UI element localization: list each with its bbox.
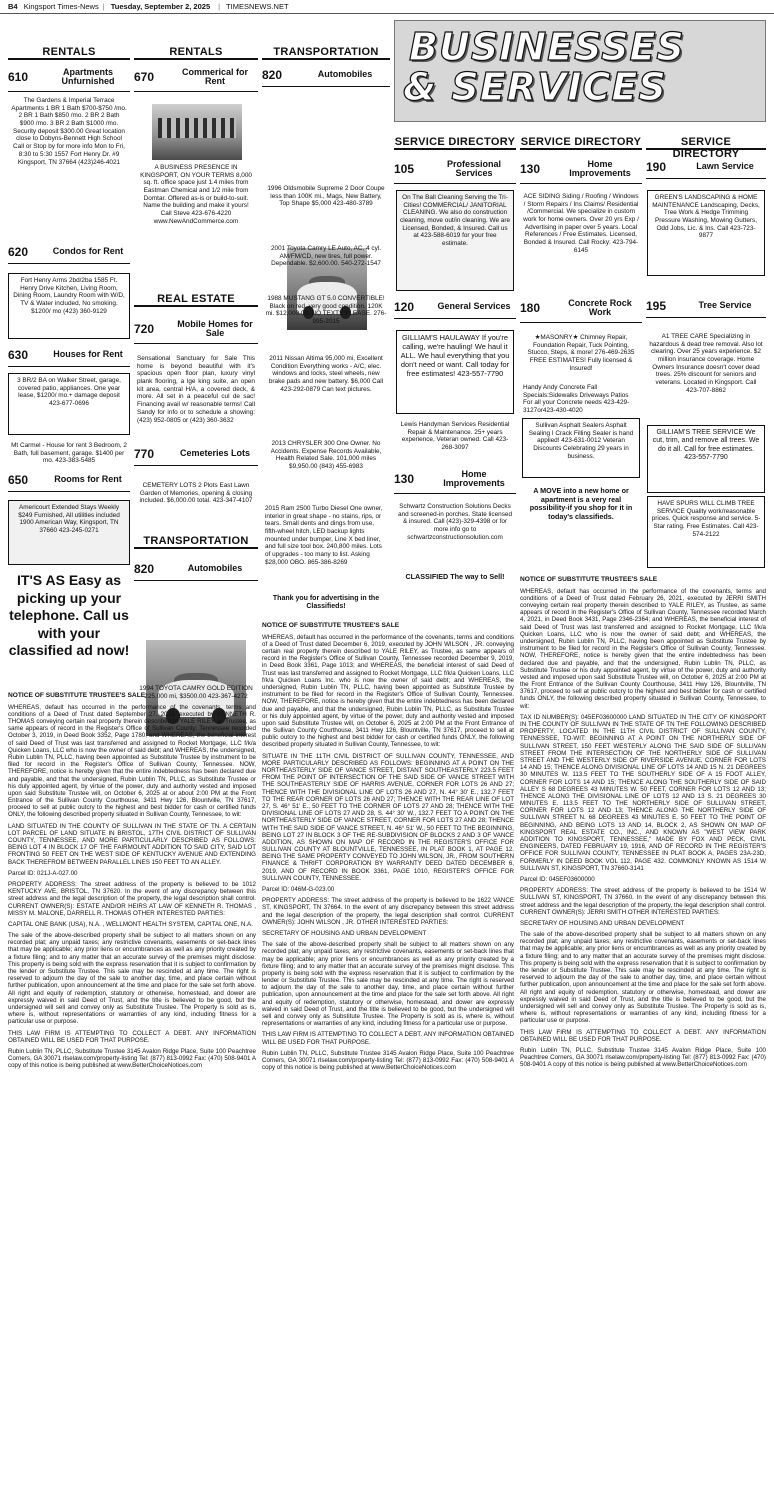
ad-have-spurs-will-climb: HAVE SPURS WILL CLIMB TREE SERVICE Quality work/reasonable prices. Quick response and service. 5-Star rating. Free Estimates. Call 423-574-2122 — [647, 496, 765, 568]
category-name: Commerical for Rent — [181, 67, 249, 87]
category-name: Mobile Homes for Sale — [177, 319, 253, 339]
category-name: General Services — [437, 301, 511, 312]
ad-lewis-handyman: Lewis Handyman Services Residential Repair & Maintenance. 25+ years experience, Veteran owned. Call 423-268-3097 — [400, 421, 510, 452]
section-service-directory-3: SERVICE DIRECTORY — [646, 136, 766, 150]
notice-trustee-contact: Rubin Lublin TN, PLLC, Substitute Trustee 3145 Avalon Ridge Place, Suite 100 Peachtree Corners, GA 30071 rlselaw.com/property-listing Tel: (877) 813-0992 Fax: (470) 508-9401 A copy of this notice is being published at www.BetterChoiceNotices.com — [8, 1047, 256, 1070]
issue-date: Tuesday, September 2, 2025 — [110, 2, 211, 11]
category-number: 770 — [134, 447, 155, 461]
notice-sale-terms: The sale of the above-described property shall be subject to all matters shown on any recorded plat; any unpaid taxes; any restrictive covenants, easements or set-back lines that may be applicable; any prior liens or encumbrances as well as any priority created by a fixture filing; and to any matter that an accurate survey of the premises might disclose. This property is being sold with the express reservation that it is subject to confirmation by the lender or Substitute Trustee. This sale may be rescinded at any time. The right is reserved to adjourn the day of the sale to another day, time, and place certain without further publication, upon announcement at the time and place for the sale set forth above. All right and equity of redemption, statutory or otherwise, homestead, and dower are expressly waived in said Deed of Trust, and the title is believed to be good, but the undersigned will sell and convey only as Substitute Trustee. The Property is sold as is, where is, without representations or warranties of any kind, including fitness for a particular use or purpose. — [520, 931, 766, 1025]
ad-ace-siding: ACE SIDING Siding / Roofing / Windows / Storm Repairs / Ins Claims/ Residential /Commercial. We specialize in custom work for home owners. Over 20 yrs Exp / Advertising in paper over 5 years. Local References / Free Estimates. Licensed, Bonded & Insured. Call Rocky: 423-794-6145 — [523, 193, 639, 254]
category-name: Rooms for Rent — [54, 474, 122, 485]
notice-parcel-id: Parcel ID: 046M-G-023.00 — [262, 886, 335, 894]
category-number: 620 — [8, 245, 29, 259]
category-number: 820 — [134, 562, 155, 576]
notice-legal-description: TAX ID NUMBER(S): 045EF03600000 LAND SITUATED IN THE CITY OF KINGSPORT IN THE COUNTY OF SULLIVAN IN THE STATE OF TN THE FOLLOWING DESCRIBED PROPERTY, LOCATED IN THE 11TH CIVIL DISTRICT OF SULLIVAN COUNTY, TENNESSEE, TO-WIT: BEGINNING AT A POINT ON THE NORTHERLY SIDE OF SULLIVAN STREET, 150 FEET WESTERLY ALONG THE SAID SIDE OF SULLIVAN STREET FROM THE INTERSECTION OF THE NORTHERLY SIDE OF SULLIVAN STREET AND THE WESTERLY SIDE OF RIVERSIDE AVENUE, CORNER FOR LOTS 14 AND 15; THENCE ALONG DIVISIONAL LINE OF LOTS 14 AND 15 N. 21 DEGREES 30 MINUTES W. 113.5 FEET TO THE SOUTHERLY SIDE OF A 15 FOOT ALLEY, CORNER FOR LOTS 14 AND 15; THENCE ALONG THE SOUTHERLY SIDE OF SAID ALLEY S 68 DEGREES 43 MINUTES W. 50 FEET, CORNER FOR LOTS 12 AND 13; THENCE ALONG THE DIVISIONAL LINE OF LOTS 12 AND 13 S. 21 DEGREES 30 MINUTES E. 113.5 FEET TO THE NORTHERLY SIDE OF SULLIVAN STREET, CORNER FOR LOTS 12 AND 13; THENCE ALONG THE NORTHERLY SIDE OF SULLIVAN STREET N. 68 DEGREES 43 MINUTES E. 50 FEET TO THE POINT OF BEGINNING, AND BEING LOTS 13 AND 14, BLOCK 2, AS SHOWN ON MAP OF KINGSPORT REAL ESTATE CO., INC., AND KNOWN AS "WEST VIEW PARK ADDITION TO KINGSPORT, TENNESSEE," MADE BY FOX AND PECK, CIVIL ENGINEERS, DATED FEBRUARY 19, 1916, AND OF RECORD IN THE REGISTER'S OFFICE FOR SULLIVAN COUNTY, TENNESSEE IN PLAT BOOK A, PAGES 23A-23D, FORMERLY IN DEED BOOK VOL 112, PAGE 432. COMMONLY KNOWN AS 1514 W SULLIVAN ST, KINGSPORT, TN 37660-3141 — [520, 713, 766, 872]
ad-walker-street-house: 3 BR/2 BA on Walker Street, garage, covered patio, appliances. One year lease, $1200/ mo.+ damage deposit 423-677-0696 — [8, 373, 130, 435]
move-in-callout: A MOVE into a new home or apartment is a very real possibility-if you shop for it in today's classifieds. — [529, 486, 633, 521]
ad-greens-landscaping: GREEN'S LANDSCAPING & HOME MAINTENANCE Landscaping, Decks, Tree Work & Hedge Trimming Pressure Washing, Mowing Gutters, Odd Jobs, Lic. & Ins. Call 423-723-9877 — [647, 190, 765, 276]
notice-trustee-contact: Rubin Lublin TN, PLLC, Substitute Trustee 3145 Avalon Ridge Place, Suite 100 Peachtree Corners, GA 30071 rlselaw.com/property-listing Tel: (877) 813-0992 Fax: (470) 508-9401 A copy of this notice is being published at www.BetterChoiceNotices.com — [520, 1046, 766, 1069]
category-name: Condos for Rent — [52, 246, 124, 257]
category-number: 820 — [262, 68, 283, 82]
notice-parcel-id: Parcel ID: 021J-A-027.00 — [8, 869, 78, 877]
category-name: Lawn Service — [696, 161, 754, 172]
category-number: 720 — [134, 322, 155, 337]
category-number: 180 — [520, 301, 541, 316]
ad-on-the-ball-cleaning: On The Ball Cleaning Serving the Tri-Cities! COMMERCIAL/ JANITORIAL CLEANING. We also do construction cleaning, move out/in cleaning. We are Licensed, Bonded, & Insured. Call us at 423-588-6019 for your free estimate. — [396, 190, 514, 291]
category-number: 190 — [646, 160, 667, 174]
notice-legal-description: LAND SITUATED IN THE COUNTY OF SULLIVAN IN THE STATE OF TN. A CERTAIN LOT PARCEL OF LAND SITUATE IN BRISTOL, 17TH CIVIL DISTRICT OF SULLIVAN COUNTY, TENNESSEE, AND MORE PARTICULARLY DESCRIBED AS FOLLOWS: BEING LOT 4 IN BLOCK 17 OF THE FAIRMOUNT ADDITION TO SAID CITY, SAID LOT FRONTING 50 FEET ON THE WEST SIDE OF KENTUCKY AVENUE AND EXTENDING BACK THEREFROM BETWEEN PARALLEL LINES 150 FEET TO AN ALLEY. — [8, 822, 256, 866]
category-number: 650 — [8, 473, 29, 487]
notice-property-address: PROPERTY ADDRESS: The street address of the property is believed to be 1012 KENTUCKY AVE, BRISTOL, TN 37620. In the event of any discrepancy between this street address and the legal description of the property, the legal description shall control. CURRENT OWNER(S): ESTATE AND/OR HEIRS AT LAW OF KENNETH R. THOMAS , MISSY M. MALONE, DARRELL R. THOMAS OTHER INTERESTED PARTIES: — [8, 880, 256, 917]
legal-notice-wilson — [262, 620, 514, 1075]
notice-title: NOTICE OF SUBSTITUTE TRUSTEE'S SALE — [262, 622, 400, 629]
section-rentals-2: RENTALS — [134, 46, 258, 60]
legal-notice-smith — [520, 574, 766, 1072]
ad-1994-camry: 1994 TOYOTA CAMRY GOLD EDITION 225,000 mi, $3500.00 423-367-4272 — [139, 685, 253, 700]
ad-mt-carmel-house: Mt Carmel - House for rent 3 Bedroom, 2 Bath, full basement, garage. $1400 per mo. 423-383-5485 — [11, 442, 127, 465]
section-rentals: RENTALS — [8, 46, 130, 60]
notice-trustee-contact: Rubin Lublin TN, PLLC, Substitute Trustee 3145 Avalon Ridge Place, Suite 100 Peachtree Corners, GA 30071 rlselaw.com/property-listing Tel: (877) 813-0992 Fax: (470) 508-9401 A copy of this notice is being published at www.BetterChoiceNotices.com — [262, 1049, 514, 1072]
section-real-estate: REAL ESTATE — [134, 293, 258, 307]
notice-legal-description: SITUATE IN THE 11TH CIVIL DISTRICT OF SULLIVAN COUNTY, TENNESSEE, AND MORE PARTICULARLY DESCRIBED AS FOLLOWS: BEGINNING AT A POINT ON THE NORTHEASTERLY SIDE OF VANCE STREET, DISTANT SOUTHEASTERLY 223.5 FEET FROM THE POINT OF INTERSECTION OF THE SAID SIDE OF VANCE STREET WITH THE SOUTHEASTERLY SIDE OF HARRIS AVENUE, CORNER FOR LOTS 26 AND 27; THENCE WITH THE DIVISIONAL LINE OF LOTS 26 AND 27, N. 44° 30' E., 132.7 FEET TO THE REAR CORNER OF LOTS 26 AND 27; THENCE WITH THE REAR LINE OF LOT 27, S. 46° 51' E., 50 FEET TO THE CORNER OF LOTS 27 AND 28; THENCE WITH THE DIVISIONAL LINE OF LOTS 27 AND 28, S. 44° 30' W., 132.7 FEET TO A POINT ON THE NORTHEASTERLY SIDE OF VANCE STREET, CORNER FOR LOTS 27 AND 28; THENCE WITH THE SAID SIDE OF VANCE STREET, N. 46° 51' W., 50 FEET TO THE BEGINNING, BEING LOT 27 IN BLOCK 3 OF THE RE-SUBDIVISION OF BLOCKS 2 AND 3 OF VANCE ADDITION, AS SHOWN ON MAP OF RECORD IN THE REGISTER'S OFFICE FOR SULLIVAN COUNTY AT BLOUNTVILLE, TENNESSEE, IN PLAT BOOK 1, AT PAGE 12. BEING THE SAME PROPERTY CONVEYED TO JOHN WILSON, JR., FROM SOUTHERN FINANCE & THRIFT CORPORATION BY WARRANTY DEED DATED DECEMBER 6, 2019, AND OF RECORD IN BOOK 3361, PAGE 1010, REGISTER'S OFFICE FOR SULLIVAN COUNTY, TENNESSEE. — [262, 752, 514, 882]
ad-cemetery-lots: CEMETERY LOTS 2 Plots East Lawn Garden of Memories, opening & closing included. $6,000.00 total. 423-347-4107 — [139, 482, 253, 505]
legal-notice-thomas — [8, 690, 256, 1073]
category-number: 670 — [134, 70, 155, 85]
category-name: Concrete Rock Work — [568, 298, 632, 318]
category-name: Automobiles — [187, 563, 243, 574]
ad-a1-tree-care: A1 TREE CARE Specializing in hazardous & dead tree removal. Also lot clearing. Over 25 years experience. $2 million insurance coverage. Home Owners Insurance doesn't cover dead trees. 25% discount for seniors and veterans. Located in Kingsport. Call 423-707-8862 — [649, 333, 763, 394]
category-name: Apartments Unfurnished — [61, 67, 115, 87]
category-820-b — [262, 66, 390, 87]
category-130-b — [520, 158, 642, 184]
category-130 — [394, 468, 516, 494]
page-header: B4 Kingsport Times-News | Tuesday, September 2, 2025 | TIMESNEWS.NET — [0, 0, 774, 14]
category-number: 630 — [8, 348, 29, 362]
ad-handy-andy-concrete: Handy Andy Concrete Fall Specials:Sidewalks Driveways Patios For all your Concrete needs 423-429-3127or423-430-4020 — [523, 384, 630, 415]
category-number: 195 — [646, 299, 667, 313]
notice-debt-collection: THIS LAW FIRM IS ATTEMPTING TO COLLECT A DEBT. ANY INFORMATION OBTAINED WILL BE USED FOR THAT PURPOSE. — [8, 1029, 256, 1044]
notice-parcel-id: Parcel ID: 045EF03600000 — [520, 875, 595, 883]
section-transportation: TRANSPORTATION — [134, 535, 258, 549]
category-number: 130 — [394, 472, 415, 487]
ad-sensational-sanctuary: Sensational Sanctuary for Sale This home is beyond beautiful with it's spacious open floor plan, luxury vinyl plank flooring, a lge king suite, an open kit area, central H/A, a covered deck, & more. All set in a peaceful cul de sac! Financing avail w/ reasonable terms! Call Sandy for info or to schedule a showing: (423) 952-0805 or (423) 360-3632 — [137, 355, 255, 424]
section-transportation-2: TRANSPORTATION — [262, 46, 390, 60]
ad-sullivan-asphalt: Sullivan Asphalt Sealers Asphalt Sealing I Crack Filling Sealer is hand applied! 423-631-0012 Veteran Discounts Celebrating 29 years in business. — [522, 418, 640, 478]
section-service-directory-2: SERVICE DIRECTORY — [520, 136, 642, 148]
page-number: B4 — [8, 2, 18, 11]
category-820 — [134, 560, 258, 581]
ad-chrysler-300: 2013 CHRYSLER 300 One Owner. No Accidents. Expense Records Available, Health Related Sale. 101,000 miles $9,950.00 (843) 455-6983 — [270, 440, 382, 471]
notice-interested-parties: CAPITAL ONE BANK (USA), N.A. , WELLMONT HEALTH SYSTEM, CAPITAL ONE, N.A. — [8, 920, 253, 928]
category-name: Professional Services — [446, 159, 502, 179]
ad-ram-2500: 2015 Ram 2500 Turbo Diesel One owner, interior in great shape - no stains, rips, or tears. Small dents and dings from use, fifth-wheel hitch, LED backup lights mounted under bumper, Line X bed liner, and full size tool box. 240,800 miles. Lots of upgrades - too many to list. Asking $28,000 OBO. 865-386-8269 — [265, 505, 383, 566]
notice-interested-parties: SECRETARY OF HOUSING AND URBAN DEVELOPMENT — [262, 929, 427, 937]
ad-gilliams-tree-service: GILLIAM'S TREE SERVICE We cut, trim, and remove all trees. We do it all. Call for free estimates. 423-557-7790 — [647, 425, 765, 493]
category-670 — [134, 66, 258, 92]
notice-title: NOTICE OF SUBSTITUTE TRUSTEE'S SALE — [8, 692, 146, 699]
ad-gardens-apartments: The Gardens & Imperial Terrace Apartments 1 BR 1 Bath $700-$750 /mo. 2 BR 1 Bath $850 /mo. 2 BR 2 Bath $900 /mo. 3 BR 2 Bath $1000 /mo. Security deposit $300.00 Great location close to Dobyns-Bennett High School Call or Stop by for more info Mon to Fri, 8:30 to 5:30 1557 Fort Henry Dr. #9 Kingsport, TN 37664 (423)246-4021 — [11, 97, 127, 166]
ad-nissan-altima: 2011 Nissan Altima 95,000 mi, Excellent Condition Everything works - A/C, elec. windows and locks, steel wheels, new brake pads and new battery. $6,000 Call 423-292-0879 Can text pictures. — [268, 355, 384, 393]
category-770 — [134, 445, 258, 466]
notice-sale-terms: The sale of the above-described property shall be subject to all matters shown on any recorded plat; any unpaid taxes; any restrictive covenants, easements or set-back lines that may be applicable; any prior liens or encumbrances as well as any priority created by a fixture filing; and to any matter that an accurate survey of the premises might disclose. This property is being sold with the express reservation that it is subject to confirmation by the lender or Substitute Trustee. This sale may be rescinded at any time. The right is reserved to adjourn the day of the sale to another day, time, and place certain without further publication, upon announcement at the time and place for the sale set forth above. All right and equity of redemption, statutory or otherwise, homestead, and dower are expressly waived in said Deed of Trust, and the title is believed to be good, but the undersigned will sell and convey only as Substitute Trustee. The Property is sold as is, where is, without representations or warranties of any kind, including fitness for a particular use or purpose. — [262, 941, 514, 1028]
notice-paragraph: WHEREAS, default has occurred in the performance of the covenants, terms and conditions of a Deed of Trust dated December 6, 2019, executed by JOHN WILSON , JR. conveying certain real property therein described to YALE RILEY, as Trustee, as same appears of record in the Register's Office of Sullivan County, Tennessee recorded December 9, 2019, in Deed Book 3361, Page 1013; and WHEREAS, the beneficial interest of said Deed of Trust was last transferred and assigned to Rocket Mortgage, LLC f/k/a Quicken Loans, LLC f/k/a Quicken Loans Inc. who is now the owner of said debt; and WHEREAS, the undersigned, Rubin Lublin TN, PLLC, having been appointed as Substitute Trustee by instrument to be filed for record in the Register's Office of Sullivan County, Tennessee. NOW, THEREFORE, notice is hereby given that the entire indebtedness has been declared due and payable, and that the undersigned, Rubin Lublin TN, PLLC, as Substitute Trustee or his duly appointed agent, by virtue of the power, duty and authority vested and imposed upon said Substitute Trustee will, on October 6, 2025 at 2:00 PM at the Front Entrance of the Sullivan County Courthouse, 3411 Hwy 126, Blountville, TN 37617, proceed to sell at public outcry to the highest and best bidder for cash or certified funds ONLY, the following described property situated in Sullivan County, Tennessee, to wit: — [262, 633, 514, 749]
ad-schwartz-construction: Schwartz Construction Solutions Decks and screened-in porches. State licensed & insured. Call (423)-329-4398 or for more info go to schwartzconstructionsolution.com — [397, 503, 513, 541]
ad-fort-henry-arms: Fort Henry Arms 2bd/2ba 1585 Ft. Henry Drive Kitchen, Living Room, Dining Room, Laundry Room with W/D, TV & Water included, No smoking. $1200/ mo (423) 360-9129 — [8, 273, 130, 339]
category-name: Houses for Rent — [53, 349, 123, 360]
category-190 — [646, 158, 766, 179]
category-720 — [134, 318, 258, 344]
category-610 — [8, 66, 130, 92]
notice-title: NOTICE OF SUBSTITUTE TRUSTEE'S SALE — [520, 576, 658, 583]
ad-gilliams-haulaway: GILLIAM'S HAULAWAY If you're calling, we're hauling! We haul it ALL. We haul everything that you don't need or want. Call today for free estimates! 423-557-7790 — [396, 330, 514, 414]
category-number: 130 — [520, 162, 541, 177]
category-name: Tree Service — [698, 300, 752, 311]
office-building-photo — [152, 104, 242, 160]
ad-americourt: Americourt Extended Stays Weekly $249 Furnished, All utilities included 1900 American Way, Kingsport, TN 37660 423-245-0271 — [8, 500, 130, 565]
banner-line-1: BUSINESSES — [409, 25, 685, 69]
notice-property-address: PROPERTY ADDRESS: The street address of the property is believed to be 1514 W SULLIVAN ST, KINGSPORT, TN 37660. In the event of any discrepancy between this street address and the legal description of the property, the legal description shall control. CURRENT OWNER(S): JERRI SMITH OTHER INTERESTED PARTIES: — [520, 887, 766, 916]
businesses-services-banner — [394, 20, 766, 122]
notice-debt-collection: THIS LAW FIRM IS ATTEMPTING TO COLLECT A DEBT. ANY INFORMATION OBTAINED WILL BE USED FOR THAT PURPOSE. — [262, 1031, 514, 1046]
category-name: Home Improvements — [569, 159, 631, 179]
category-name: Home Improvements — [443, 469, 505, 489]
ad-2001-camry: 2001 Toyota Camry LE Auto, AC, 4 cyl. AM/FM/CD, new tires, full power. Dependable. $2,600.00. 540-272-1547 — [271, 245, 381, 268]
category-105 — [394, 158, 516, 184]
easy-callout: IT'S AS Easy as picking up your telephone. Call us with your classified ad now! — [8, 572, 130, 658]
notice-sale-terms: The sale of the above-described property shall be subject to all matters shown on any recorded plat; any unpaid taxes; any restrictive covenants, easements or set-back lines that may be applicable; any prior liens or encumbrances as well as any priority created by a fixture filing; and to any matter that an accurate survey of the premises might disclose. This property is being sold with the express reservation that it is subject to confirmation by the lender or Substitute Trustee. This sale may be rescinded at any time. The right is reserved to adjourn the day of the sale to another day, time, and place certain without further publication, upon announcement at the time and place for the sale set forth above. All right and equity of redemption, statutory or otherwise, homestead, and dower are expressly waived in said Deed of Trust, and the title is believed to be good, but the undersigned will sell and convey only as Substitute Trustee. The Property is sold as is, where is, without representations or warranties of any kind, including fitness for a particular use or purpose. — [8, 932, 256, 1026]
category-number: 105 — [394, 162, 415, 177]
classified-slogan: CLASSIFIED The way to Sell! — [405, 572, 505, 581]
category-number: 610 — [8, 70, 29, 85]
category-number: 120 — [394, 300, 415, 314]
notice-paragraph: WHEREAS, default has occurred in the performance of the covenants, terms and conditions of a Deed of Trust dated February 26, 2021, executed by JERRI SMITH conveying certain real property therein described to YALE RILEY, as Trustee, as same appears of record in the Register's Office of Sullivan County, Tennessee recorded March 4, 2021, in Deed Book 3431, Page 2346-2364; and WHEREAS, the beneficial interest of said Deed of Trust was last transferred and assigned to Rocket Mortgage, LLC f/k/a Quicken Loans, LLC who is now the owner of said debt; and WHEREAS, the undersigned, Rubin Lublin TN, PLLC, having been appointed as Substitute Trustee by instrument to be filed for record in the Register's Office of Sullivan County, Tennessee. NOW, THEREFORE, notice is hereby given that the entire indebtedness has been declared due and payable, and that the undersigned, Rubin Lublin TN, PLLC, as Substitute Trustee or his duly appointed agent, by virtue of the power, duty and authority vested and imposed upon said Substitute Trustee will, on October 6, 2025 at 2:00 PM at the Front Entrance of the Sullivan County Courthouse, 3411 Hwy 126, Blountville, TN 37617, proceed to sell at public outcry to the highest and best bidder for cash or certified funds ONLY, the following described property situated in Sullivan County, Tennessee, to wit: — [520, 587, 766, 710]
ad-business-presence: A BUSINESS PRESENCE IN KINGSPORT, ON YOUR TERMS 8,000 sq. ft. office space just 1.4 miles from Eastman Chemical and 1/2 mile from Domtar. Offered as-is or build-to-suit. Name the building and make it yours! Call Steve 423-676-4220 www.NewAndCommerce.com — [140, 164, 252, 225]
notice-property-address: PROPERTY ADDRESS: The street address of the property is believed to be 1622 VANCE ST, KINGSPORT, TN 37664. In the event of any discrepancy between this street address and the legal description of the property, the legal description shall control. CURRENT OWNER(S): JOHN WILSON , JR. OTHER INTERESTED PARTIES: — [262, 897, 514, 926]
ad-masonry: ★MASONRY★ Chimney Repair, Foundation Repair, Tuck Pointing, Stucco, Steps, & more! 276-469-2635 FREE ESTIMATES! Fully licensed & Insured! — [527, 334, 635, 372]
category-180 — [520, 297, 642, 323]
category-195 — [646, 297, 766, 318]
category-630 — [8, 346, 130, 367]
category-650 — [8, 471, 130, 492]
notice-interested-parties: SECRETARY OF HOUSING AND URBAN DEVELOPMENT — [520, 919, 685, 927]
paper-name: Kingsport Times-News — [23, 2, 99, 11]
ad-mustang: 1988 MUSTANG GT 5.0 CONVERTIBLE! Black on red, very good condition. 120K mi. $12,000.00. NO TEXTS PLEASE. 276-995-2015 — [265, 295, 387, 326]
site-name: TIMESNEWS.NET — [226, 2, 289, 11]
category-name: Cemeteries Lots — [179, 448, 251, 459]
section-service-directory-1: SERVICE DIRECTORY — [394, 136, 516, 148]
ad-oldsmobile: 1996 Oldsmobile Supreme 2 Door Coupe less than 100K mi., Mags, New Battery, Top Shape $5,000 423-480-3789 — [267, 185, 385, 208]
notice-debt-collection: THIS LAW FIRM IS ATTEMPTING TO COLLECT A DEBT. ANY INFORMATION OBTAINED WILL BE USED FOR THAT PURPOSE. — [520, 1028, 766, 1043]
notice-paragraph: WHEREAS, default has occurred in the performance of the covenants, terms and conditions of a Deed of Trust dated September 27, 2019, executed by KENNETH R. THOMAS conveying certain real property therein described to YALE RILEY as Trustee, as same appears of record in the Register's Office of Sullivan County, Tennessee recorded October 3, 2019, in Deed Book 3352, Page 1780; and WHEREAS, the beneficial interest of said Deed of Trust was last transferred and assigned to Rocket Mortgage, LLC f/k/a Quicken Loans, LLC who is now the owner of said debt; and WHEREAS, the undersigned, Rubin Lublin TN, PLLC, having been appointed as Substitute Trustee by instrument to be filed for record in the Register's Office of Sullivan County, Tennessee. NOW, THEREFORE, notice is hereby given that the entire indebtedness has been declared due and payable, and that the undersigned, Rubin Lublin TN, PLLC, as Substitute Trustee or his duly appointed agent, by virtue of the power, duty and authority vested and imposed upon said Substitute Trustee will, on October 6, 2025 at or about 2:00 PM at the Front Entrance of the Sullivan County Courthouse, 3411 Hwy 126, Blountville, TN 37617, proceed to sell at public outcry to the highest and best bidder for cash or certified funds ONLY, the following described property situated in Sullivan County, Tennessee, to wit: — [8, 703, 256, 819]
thank-you-note: Thank you for advertising in the Classifieds! — [272, 595, 380, 611]
category-620 — [8, 243, 130, 264]
category-name: Automobiles — [317, 69, 373, 80]
category-120 — [394, 298, 516, 319]
banner-line-2: & SERVICES — [403, 65, 667, 109]
